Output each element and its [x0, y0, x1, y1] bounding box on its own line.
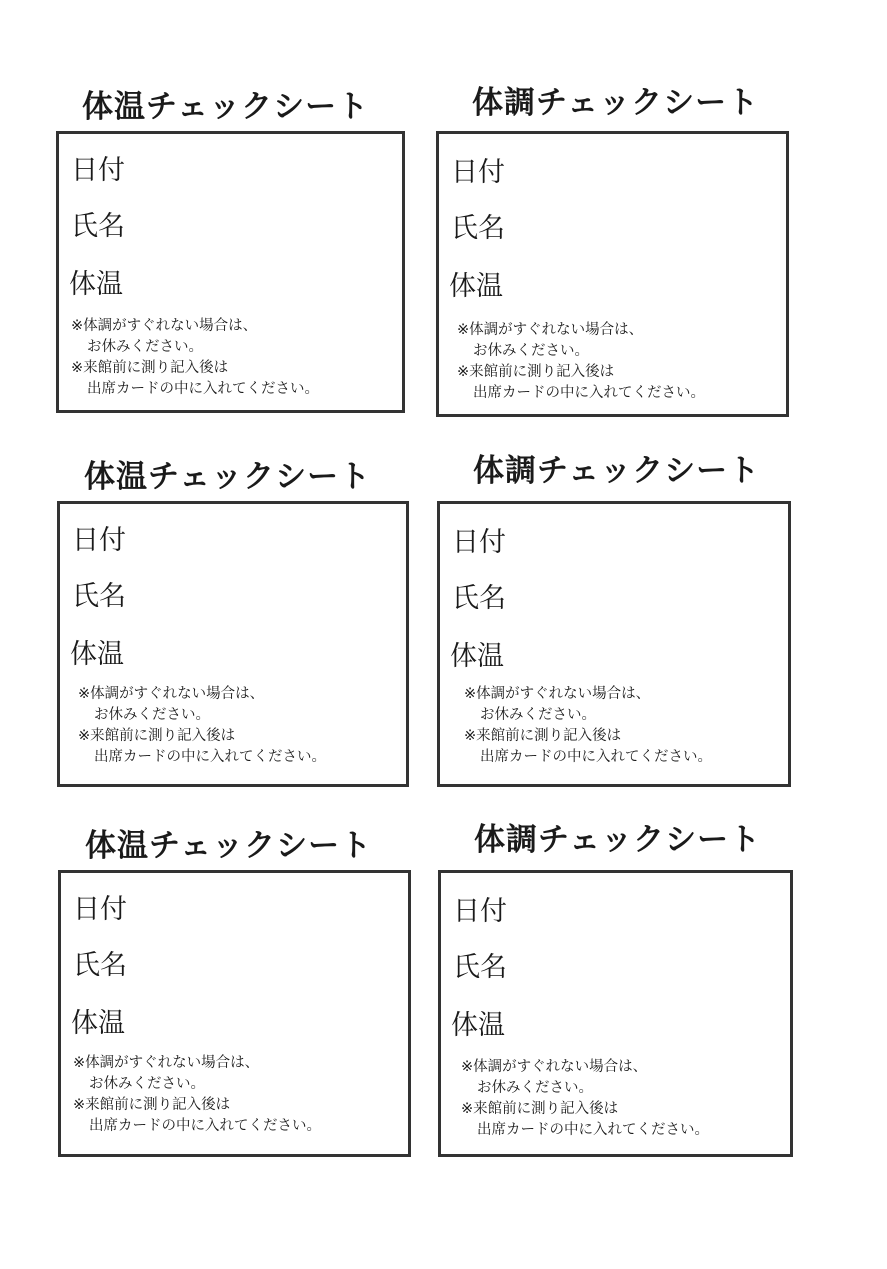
note-line: お休みください。 [477, 1080, 593, 1096]
name-label: 氏名 [453, 952, 507, 983]
note-line: ※来館前に測り記入後は [78, 728, 236, 744]
temperature-label: 体温 [449, 271, 503, 302]
note-line: お休みください。 [87, 339, 203, 355]
note-line: ※体調がすぐれない場合は、 [461, 1059, 648, 1075]
name-label: 氏名 [73, 950, 127, 981]
check-sheet-2 [436, 83, 806, 413]
note-line: ※来館前に測り記入後は [71, 360, 229, 376]
note-line: ※来館前に測り記入後は [457, 364, 615, 380]
note-line: 出席カードの中に入れてください。 [94, 749, 326, 765]
date-label: 日付 [451, 157, 505, 188]
name-label: 氏名 [71, 211, 125, 242]
note-line: 出席カードの中に入れてください。 [480, 749, 712, 765]
temperature-label: 体温 [69, 269, 123, 300]
notice-text [73, 1053, 403, 1137]
sheet-title: 体調チェックシート [472, 85, 760, 121]
note-line: ※来館前に測り記入後は [464, 728, 622, 744]
note-line: ※体調がすぐれない場合は、 [71, 318, 258, 334]
temperature-label: 体温 [71, 1008, 125, 1039]
date-label: 日付 [453, 896, 507, 927]
notice-text [461, 1057, 791, 1141]
check-sheet-4 [437, 453, 807, 783]
note-line: お休みください。 [94, 707, 210, 723]
check-sheet-5 [58, 822, 428, 1152]
date-label: 日付 [73, 894, 127, 925]
check-sheet-3 [57, 453, 427, 783]
sheet-box [436, 131, 789, 417]
note-line: お休みください。 [473, 343, 589, 359]
date-label: 日付 [452, 527, 506, 558]
note-line: お休みください。 [480, 707, 596, 723]
notice-text [464, 684, 794, 768]
sheet-box [58, 870, 411, 1157]
note-line: 出席カードの中に入れてください。 [87, 381, 319, 397]
note-line: 出席カードの中に入れてください。 [473, 385, 705, 401]
notice-text [457, 320, 787, 404]
sheet-title: 体調チェックシート [474, 822, 762, 858]
check-sheet-6 [438, 822, 808, 1152]
note-line: 出席カードの中に入れてください。 [89, 1118, 321, 1134]
note-line: ※体調がすぐれない場合は、 [464, 686, 651, 702]
check-sheet-1 [56, 83, 426, 413]
sheet-box [437, 501, 791, 787]
sheet-box [438, 870, 793, 1157]
sheet-title: 体温チェックシート [82, 89, 370, 125]
notice-text [71, 316, 401, 400]
temperature-label: 体温 [70, 639, 124, 670]
date-label: 日付 [72, 525, 126, 556]
name-label: 氏名 [451, 213, 505, 244]
temperature-label: 体温 [450, 641, 504, 672]
note-line: ※体調がすぐれない場合は、 [73, 1055, 260, 1071]
notice-text [78, 684, 408, 768]
note-line: 出席カードの中に入れてください。 [477, 1122, 709, 1138]
date-label: 日付 [71, 155, 125, 186]
sheet-box [57, 501, 409, 787]
name-label: 氏名 [452, 583, 506, 614]
sheet-title: 体調チェックシート [473, 453, 761, 489]
sheet-box [56, 131, 405, 413]
note-line: ※体調がすぐれない場合は、 [78, 686, 265, 702]
sheet-title: 体温チェックシート [84, 459, 372, 495]
sheet-title: 体温チェックシート [85, 828, 373, 864]
note-line: ※来館前に測り記入後は [73, 1097, 231, 1113]
name-label: 氏名 [72, 581, 126, 612]
note-line: ※来館前に測り記入後は [461, 1101, 619, 1117]
temperature-label: 体温 [451, 1010, 505, 1041]
note-line: お休みください。 [89, 1076, 205, 1092]
note-line: ※体調がすぐれない場合は、 [457, 322, 644, 338]
